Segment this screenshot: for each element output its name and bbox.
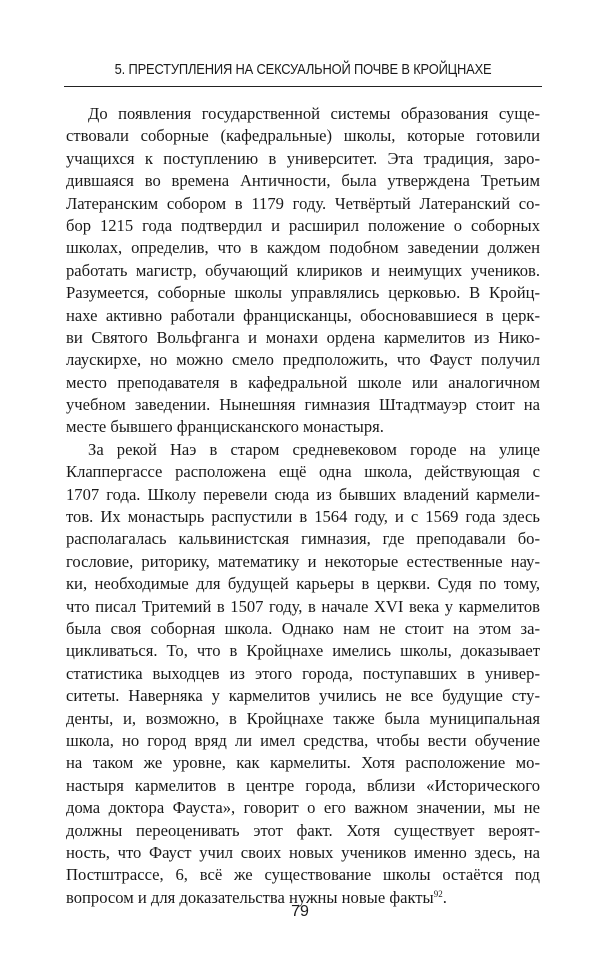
text-line: учебном заведении. Нынешняя гимназия Штадтмауэр стоит на [66,395,540,415]
text-line: школа, но город вряд ли имел средства, чтобы вести обучение [66,730,540,750]
text-line: статистика выходцев из этого города, поступавших в универ- [66,663,540,683]
text-line: До появления государственной системы образования суще- [88,104,540,123]
text-line: ситеты. Наверняка у кармелитов учились не все будущие сту- [66,686,540,706]
text-line: гословие, риторику, математику и некоторые естественные нау- [66,551,540,571]
paragraph [66,103,540,439]
body-text [66,103,540,909]
text-line: 1707 года. Школу перевели сюда из бывших владений кармели- [66,484,540,504]
page-number: 79 [291,903,309,920]
text-line: месте бывшего францисканского монастыря. [66,417,384,437]
text-line-content: вопросом и для доказательства нужны новые факты [66,887,434,907]
running-head [64,61,542,78]
text-line: дившаяся во времена Античности, была утверждена Третьим [66,171,540,191]
text-line: учащихся к поступлению в университет. Эта традиция, заро- [66,148,540,168]
text-line: место преподавателя в кафедральной школе или аналогичном [66,372,540,392]
text-line: лаускирхе, но можно смело предположить, что Фауст получил [66,350,540,370]
paragraph [66,439,540,909]
text-line: Разумеется, соборные школы управлялись церковью. В Кройц- [66,283,540,303]
text-line: настыря кармелитов в центре города, вблизи «Исторического [66,775,540,795]
text-line: ви Святого Вольфганга и монахи ордена кармелитов из Нико- [66,327,540,347]
text-line: на таком же уровне, как кармелиты. Хотя расположение мо- [66,753,540,773]
text-line: тов. Их монастырь распустили в 1564 году, и с 1569 года здесь [66,507,540,527]
text-line: работать магистр, обучающий клириков и неимущих учеников. [66,260,540,280]
text-line: За рекой Наэ в старом средневековом городе на улице [88,439,540,459]
end-punctuation: . [442,887,447,907]
footnote-reference[interactable]: 92 [433,888,443,899]
text-line: ствовали соборные (кафедральные) школы, которые готовили [66,126,540,146]
text-line: что писал Тритемий в 1507 году, в начале XVI века у кармелитов [66,596,540,616]
text-line: ность, что Фауст учил своих новых учеников именно здесь, на [66,842,540,862]
text-line: должны переоценивать этот факт. Хотя существует вероят- [66,820,540,840]
text-line: цикливаться. То, что в Кройцнахе имелись школы, доказывает [66,641,540,661]
text-line: ки, необходимые для будущей карьеры в церкви. Судя по тому, [66,574,540,594]
running-head-text: 5. ПРЕСТУПЛЕНИЯ НА СЕКСУАЛЬНОЙ ПОЧВЕ В КРОЙЦНАХЕ [114,61,492,78]
text-line: была своя соборная школа. Однако нам не стоит на этом за- [66,618,540,638]
text-line: располагалась кальвинистская гимназия, где преподавали бо- [66,529,540,549]
text-line: Латеранским собором в 1179 году. Четвёртый Латеранский со- [66,193,540,213]
text-line: школах, определив, что в каждом подобном заведении должен [66,238,540,258]
text-line: Клаппергассе расположена ещё одна школа, действующая с [66,462,540,482]
text-line: бор 1215 года подтвердил и расширил положение о соборных [66,215,540,235]
text-line: денты, и, возможно, в Кройцнахе также была муниципальная [66,708,540,728]
header-rule [64,86,542,87]
text-line: Постштрассе, 6, всё же существование школы остаётся под [66,865,540,885]
text-line: дома доктора Фауста», говорит о его важном значении, мы не [66,798,540,818]
text-line: нахе активно работали францисканцы, обосновавшиеся в церк- [66,305,540,325]
